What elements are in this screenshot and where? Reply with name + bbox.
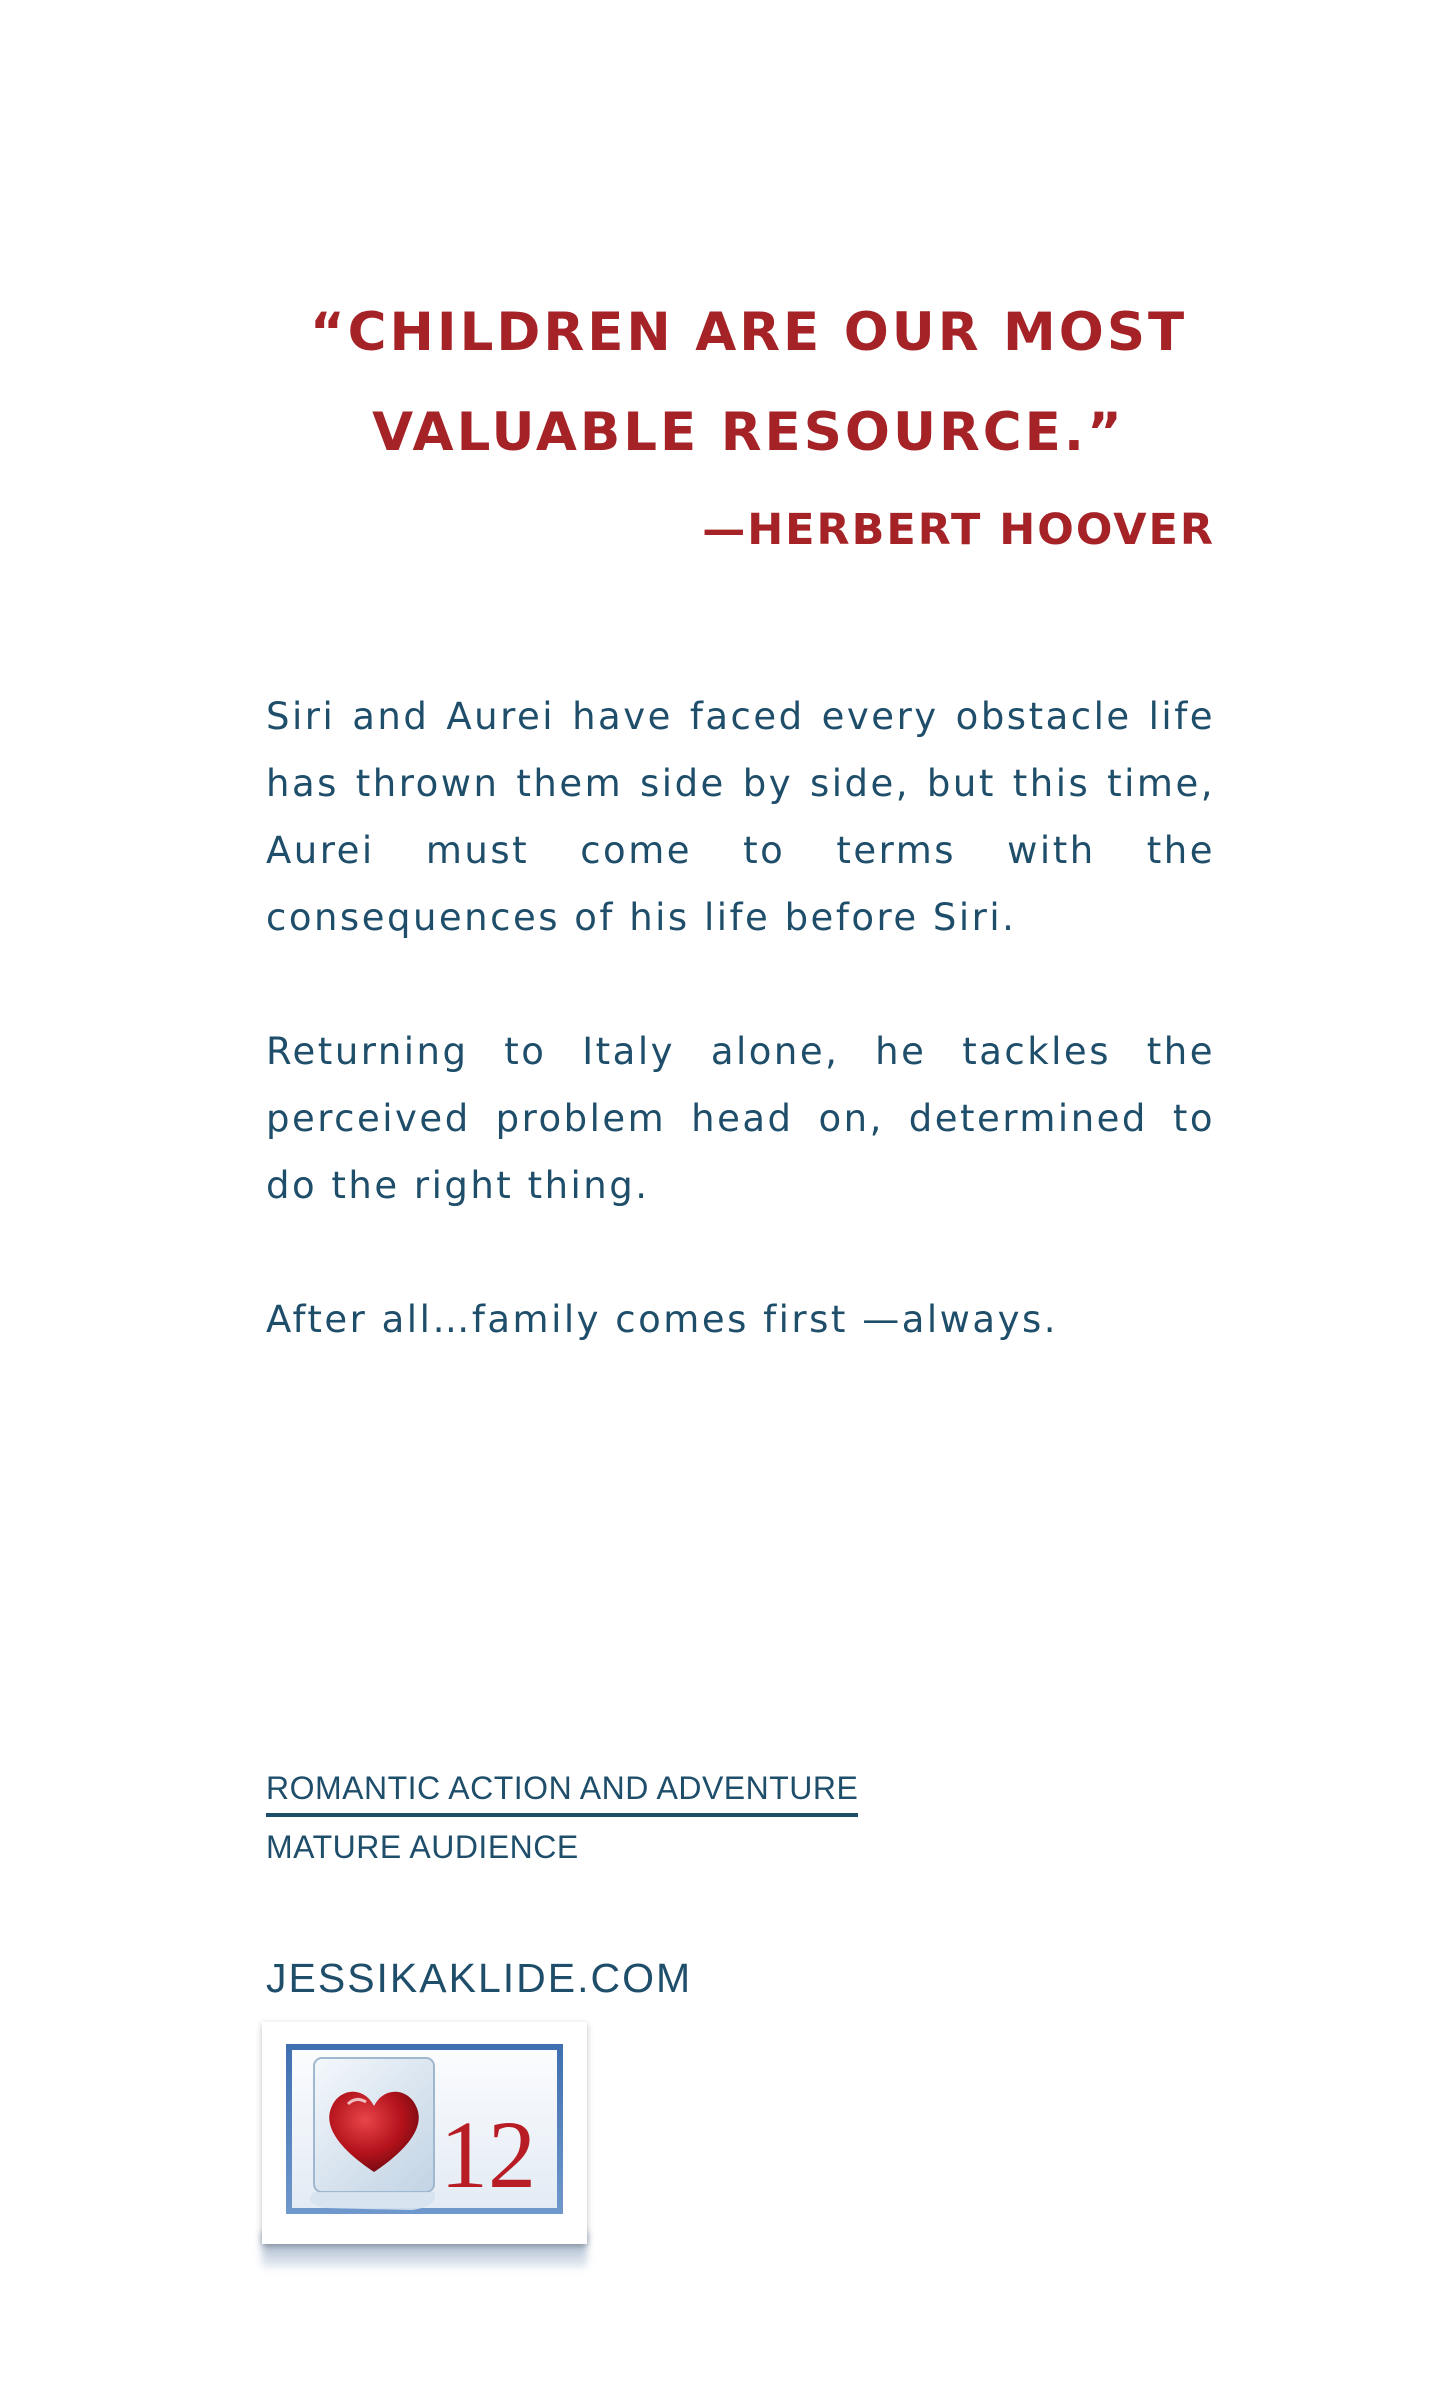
quote-line-2: VALUABLE RESOURCE.” xyxy=(372,402,1125,463)
heart-in-ice-cube-icon xyxy=(262,2022,587,2244)
series-logo xyxy=(262,2022,587,2244)
audience-label: MATURE AUDIENCE xyxy=(266,1829,579,1865)
genre-label: ROMANTIC ACTION AND ADVENTURE xyxy=(266,1770,858,1817)
quote-attribution: —HERBERT HOOVER xyxy=(702,505,1215,555)
blurb-paragraph-2: Returning to Italy alone, he tackles the perceived problem head on, determined to do the right thing. xyxy=(266,1030,1215,1207)
blurb-paragraph-3: After all…family comes first —always. xyxy=(266,1298,1059,1341)
epigraph-quote xyxy=(265,283,1232,483)
blurb-paragraph-1: Siri and Aurei have faced every obstacle life has thrown them side by side, but this time, Aurei must come to terms with the consequences of his life before Siri. xyxy=(266,695,1215,939)
quote-line-1: “CHILDREN ARE OUR MOST xyxy=(309,302,1188,363)
genre-block xyxy=(266,1770,858,1866)
book-blurb xyxy=(266,683,1215,1420)
logo-number: 12 xyxy=(440,2101,536,2208)
author-website[interactable]: JESSIKAKLIDE.COM xyxy=(266,1955,693,2001)
